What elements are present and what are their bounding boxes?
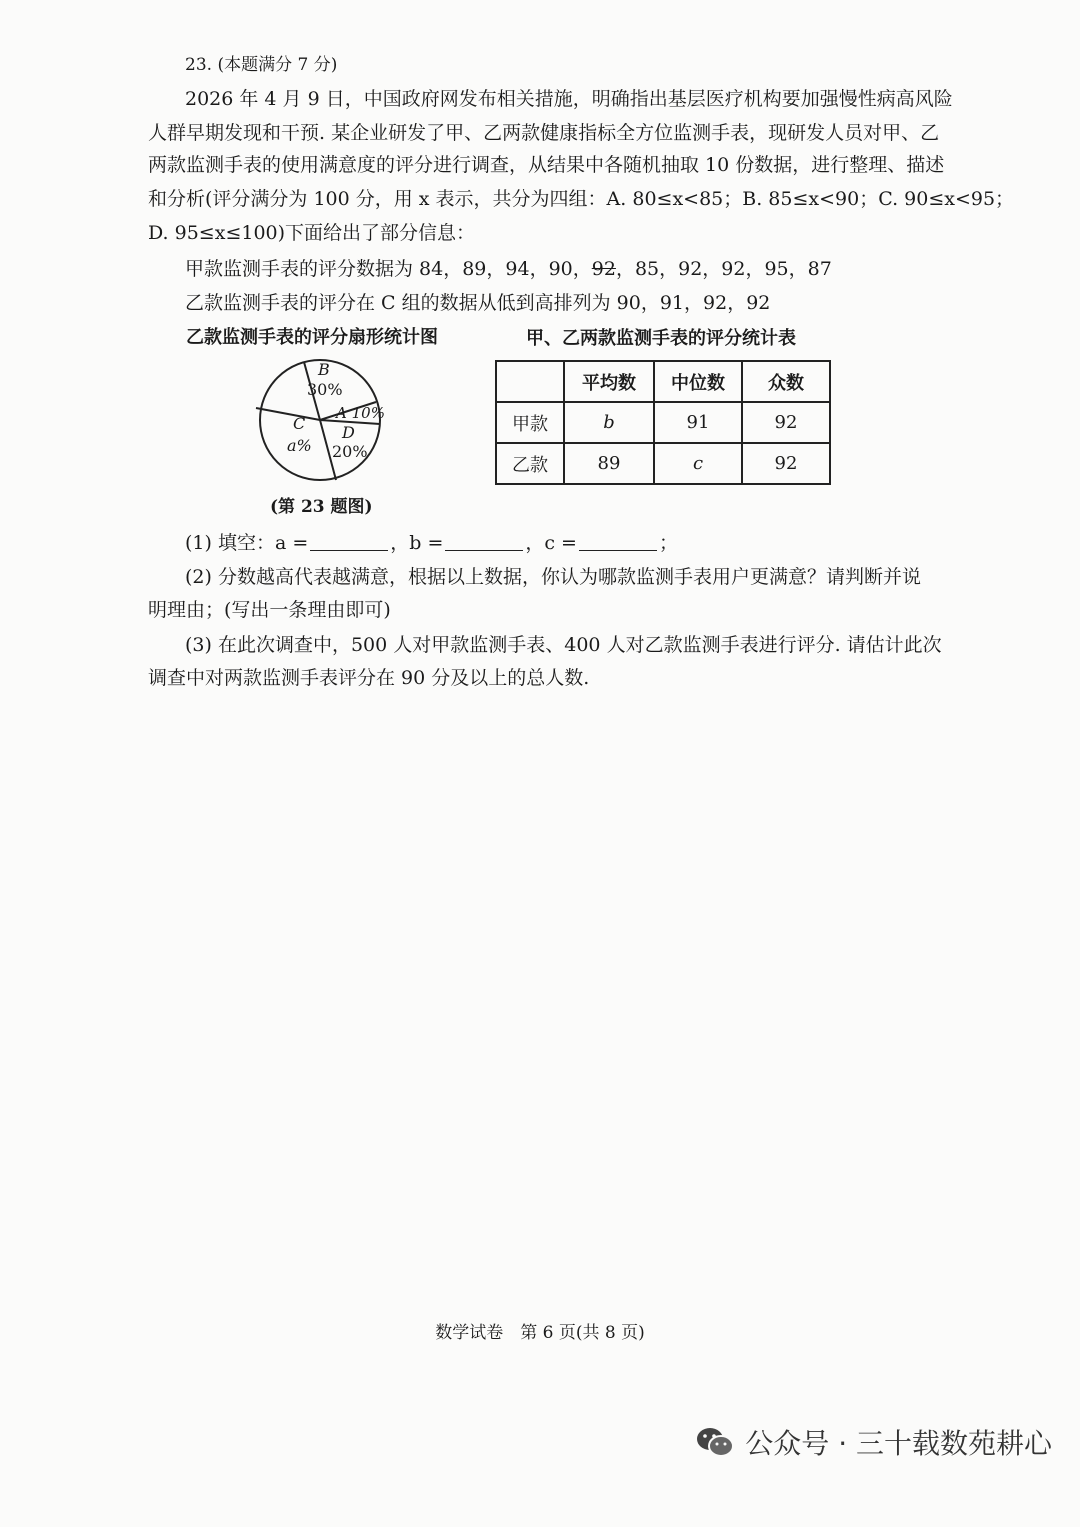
part-1-b: ，b = xyxy=(390,532,444,554)
wechat-icon xyxy=(695,1425,735,1459)
pie-label-c-pct: a% xyxy=(287,436,312,455)
stats-table xyxy=(495,360,831,485)
pie-label-d-pct: 20% xyxy=(332,442,368,461)
page-footer: 数学试卷 第 6 页(共 8 页) xyxy=(435,1323,645,1343)
part-2-line-1: (2) 分数越高代表越满意，根据以上数据，你认为哪款监测手表用户更满意？请判断并说 xyxy=(185,566,921,588)
table-cell: 92 xyxy=(742,443,830,484)
data-jia-suffix: ，85，92，92，95，87 xyxy=(615,258,832,280)
pie-chart xyxy=(252,358,392,488)
pie-label-d-letter: D xyxy=(342,423,355,442)
table-header-cell xyxy=(496,361,564,402)
stats-table-title: 甲、乙两款监测手表的评分统计表 xyxy=(526,328,796,349)
pie-label-c-letter: C xyxy=(293,414,306,433)
table-cell: 甲款 xyxy=(496,402,564,443)
table-cell: 乙款 xyxy=(496,443,564,484)
table-cell: c xyxy=(654,443,742,484)
part-3-line-1: (3) 在此次调查中，500 人对甲款监测手表、400 人对乙款监测手表进行评分. 请估计此次 xyxy=(185,634,942,656)
table-header-cell: 众数 xyxy=(742,361,830,402)
pie-label-b-pct: 30% xyxy=(307,380,343,399)
question-header: 23. (本题满分 7 分) xyxy=(185,55,338,75)
part-1 xyxy=(185,528,678,558)
table-cell: 92 xyxy=(742,402,830,443)
pie-label-b-letter: B xyxy=(318,360,330,379)
paragraph-line-4: 和分析(评分满分为 100 分，用 x 表示，共分为四组：A. 80≤x<85；B. 85≤x<90；C. 90≤x<95； xyxy=(148,188,1015,210)
paragraph-line-1: 2026 年 4 月 9 日，中国政府网发布相关措施，明确指出基层医疗机构要加强慢性病高风险 xyxy=(185,88,953,110)
part-1-c: ，c = xyxy=(525,532,577,554)
answer-blank-c[interactable] xyxy=(579,530,657,551)
part-3-line-2: 调查中对两款监测手表评分在 90 分及以上的总人数. xyxy=(148,667,590,689)
table-header-cell: 平均数 xyxy=(564,361,654,402)
watermark-text: 公众号 · 三十载数苑耕心 xyxy=(745,1427,1052,1460)
data-jia-prefix: 甲款监测手表的评分数据为 84，89，94，90， xyxy=(185,258,592,280)
table-cell: 91 xyxy=(654,402,742,443)
data-jia-struck: 92 xyxy=(591,258,616,280)
pie-chart-title: 乙款监测手表的评分扇形统计图 xyxy=(186,327,438,348)
table-cell: 89 xyxy=(564,443,654,484)
paragraph-line-3: 两款监测手表的使用满意度的评分进行调查，从结果中各随机抽取 10 份数据，进行整理、描述 xyxy=(148,154,945,176)
table-header-cell: 中位数 xyxy=(654,361,742,402)
pie-label-a: A 10% xyxy=(336,404,385,422)
figure-caption: (第 23 题图) xyxy=(270,497,373,517)
paragraph-line-2: 人群早期发现和干预. 某企业研发了甲、乙两款健康指标全方位监测手表，现研发人员对甲、乙 xyxy=(148,122,940,144)
table-header-row xyxy=(496,361,830,402)
table-cell: b xyxy=(564,402,654,443)
answer-blank-a[interactable] xyxy=(310,530,388,551)
pie-cut-c xyxy=(256,408,320,420)
part-1-end: ； xyxy=(658,532,678,554)
part-1-prefix: (1) 填空：a = xyxy=(185,532,309,554)
data-yi-line: 乙款监测手表的评分在 C 组的数据从低到高排列为 90，91，92，92 xyxy=(185,292,771,314)
part-2-line-2: 明理由；(写出一条理由即可) xyxy=(148,599,391,621)
paragraph-line-5: D. 95≤x≤100)下面给出了部分信息： xyxy=(148,222,476,244)
data-jia-line xyxy=(185,254,832,284)
table-row xyxy=(496,443,830,484)
answer-blank-b[interactable] xyxy=(445,530,523,551)
watermark xyxy=(695,1422,1052,1462)
table-row xyxy=(496,402,830,443)
